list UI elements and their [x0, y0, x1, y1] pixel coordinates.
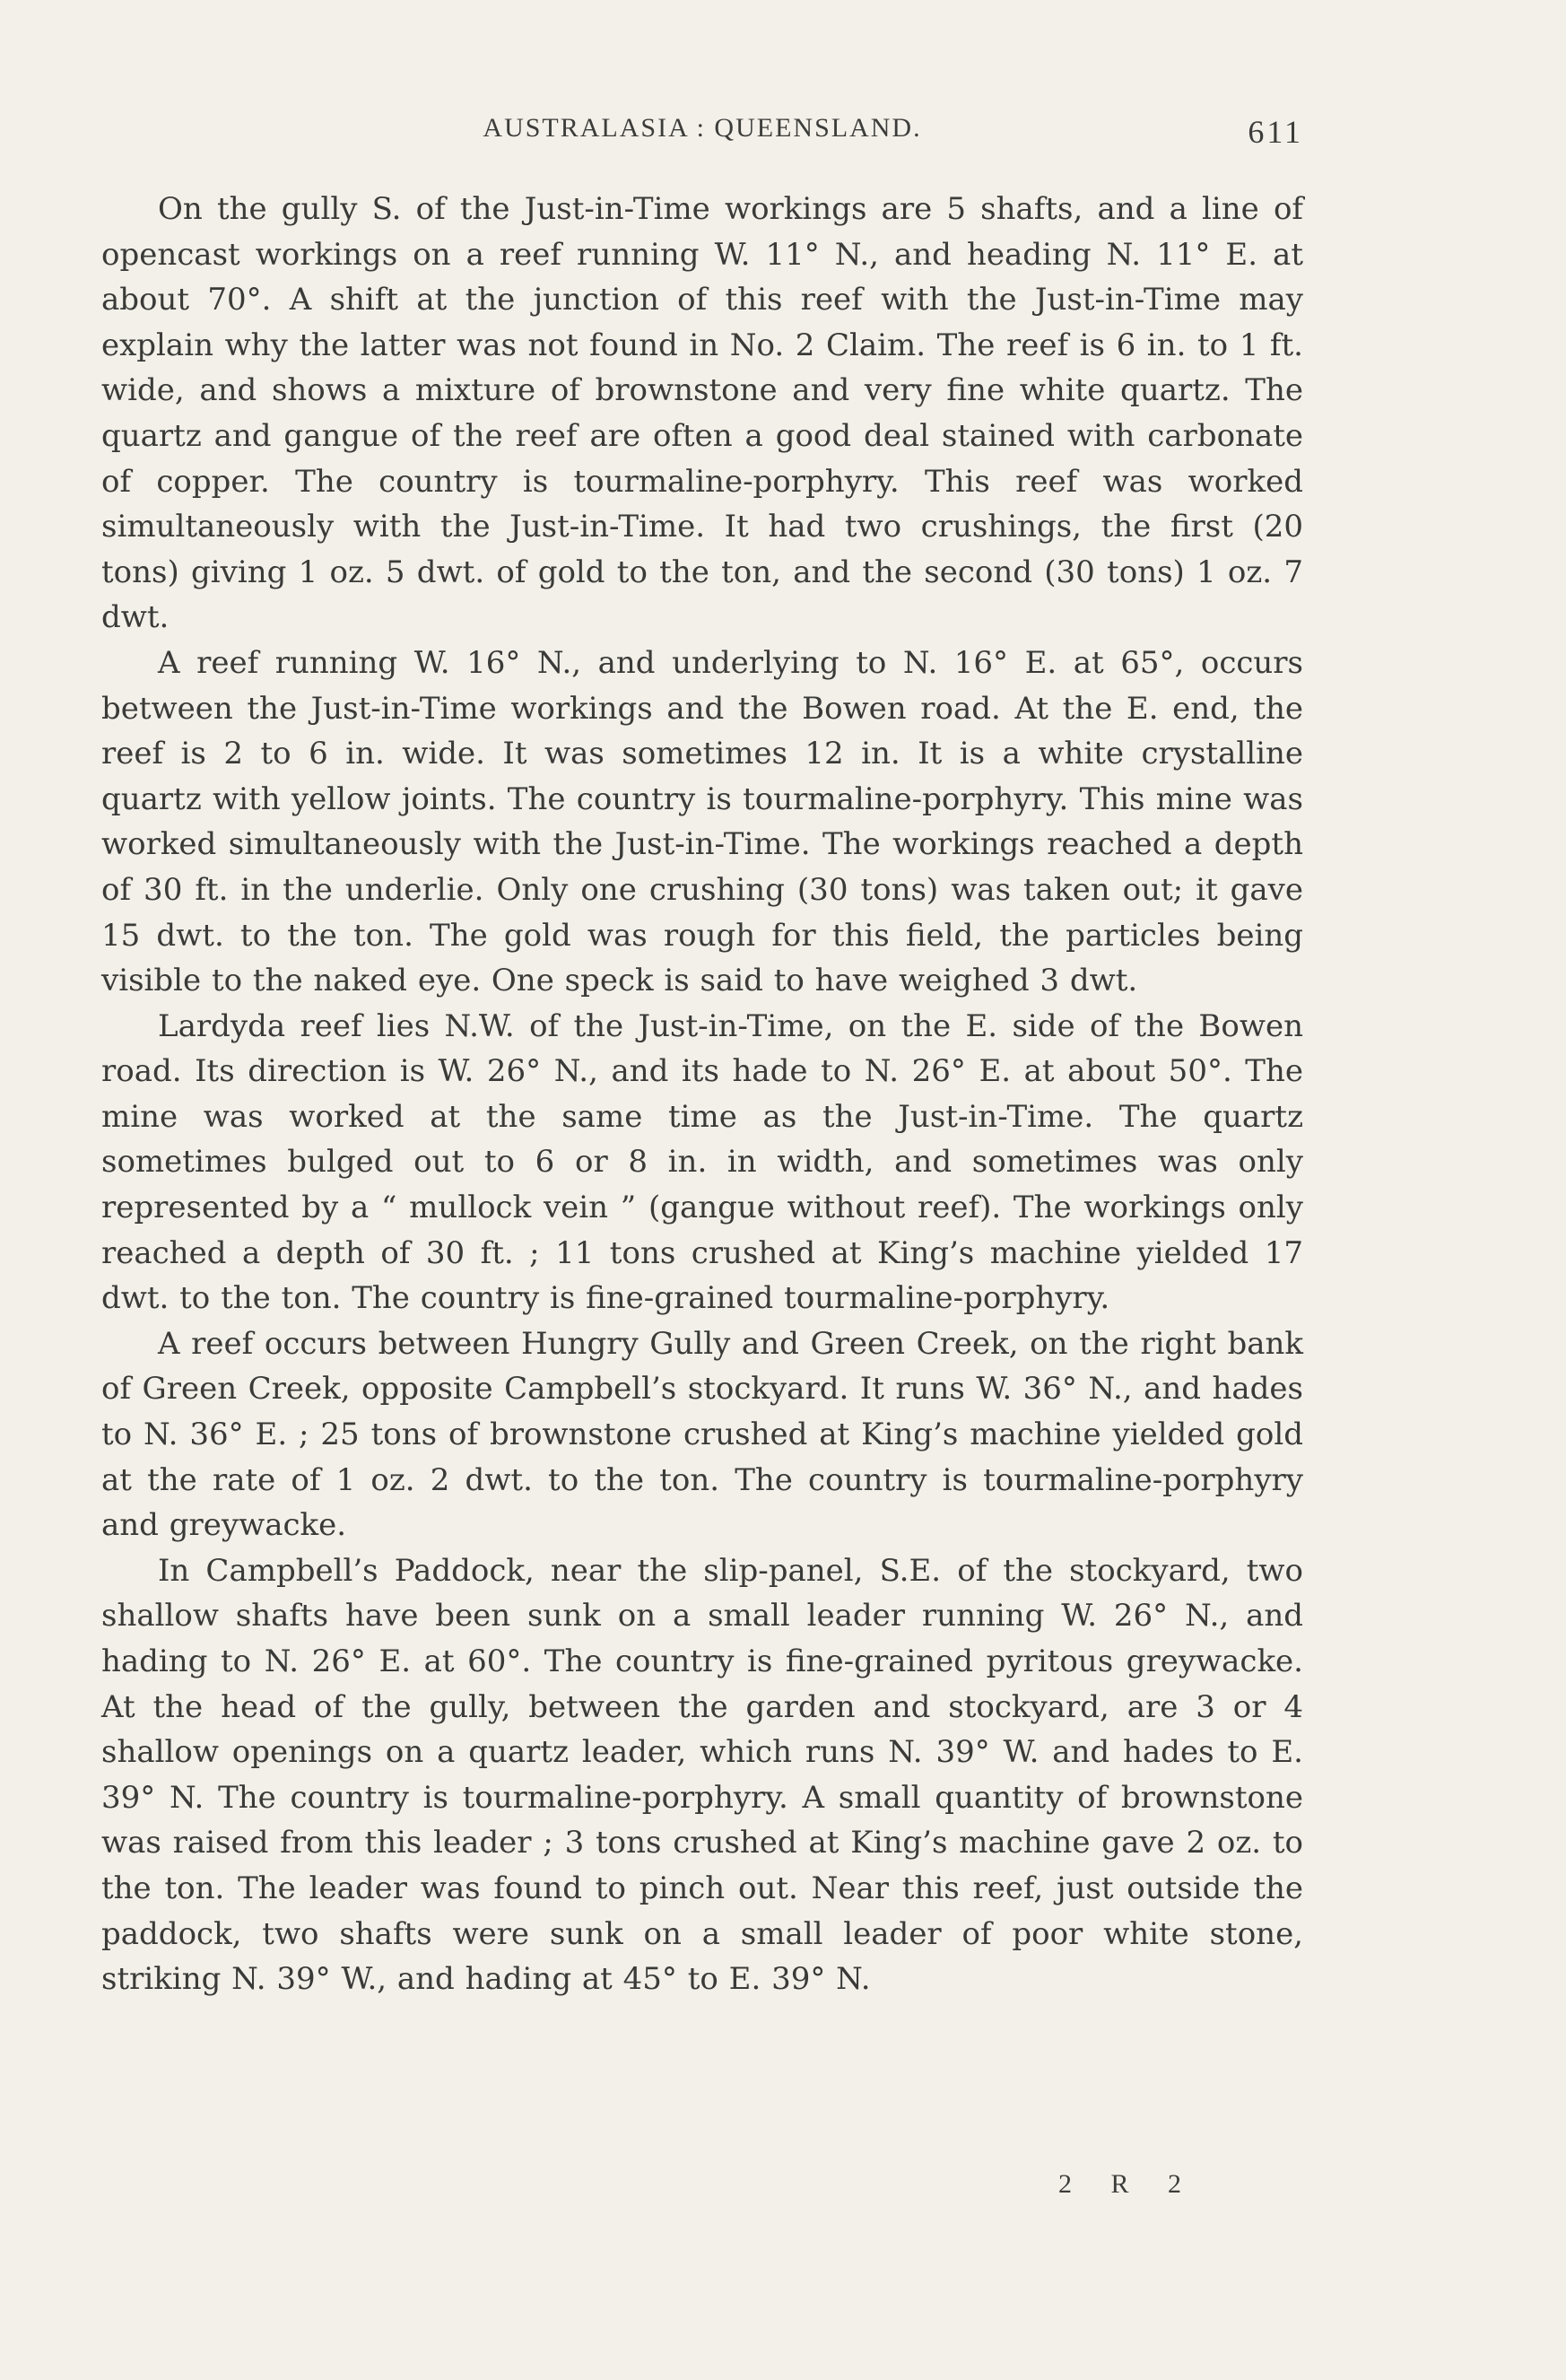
paragraph-lardyda-reef: Lardyda reef lies N.W. of the Just-in-Time, on the E. side of the Bowen road. Its direction is W. 26° N., and its hade to N. 26° E. at about 50°. The mine was worked at the same time as the Just-in-Time. The quartz sometimes bulged out to 6 or 8 in. in width, and sometimes was only represented by a “ mullock vein ” (gangue without reef). The workings only reached a depth of 30 ft. ; 11 tons crushed at King’s machine yielded 17 dwt. to the ton. The country is fine-grained tourmaline-porphyry. [101, 1007, 1303, 1317]
body-text [101, 187, 1303, 2002]
page-number: 611 [1248, 114, 1303, 150]
paragraph-campbells-paddock: In Campbell’s Paddock, near the slip-panel, S.E. of the stockyard, two shallow shafts have been sunk on a small leader running W. 26° N., and hading to N. 26° E. at 60°. The country is fine-grained pyritous greywacke. At the head of the gully, between the garden and stockyard, are 3 or 4 shallow openings on a quartz leader, which runs N. 39° W. and hades to E. 39° N. The country is tourmaline-porphyry. A small quantity of brownstone was raised from this leader ; 3 tons crushed at King’s machine gave 2 oz. to the ton. The leader was found to pinch out. Near this reef, just outside the paddock, two shafts were sunk on a small leader of poor white stone, striking N. 39° W., and hading at 45° to E. 39° N. [101, 1552, 1303, 1998]
signature-mark: 2 R 2 [1058, 2169, 1198, 2199]
paragraph-bowen-road-reef: A reef running W. 16° N., and underlying to N. 16° E. at 65°, occurs between the Just-in-Time workings and the Bowen road. At the E. end, the reef is 2 to 6 in. wide. It was sometimes 12 in. It is a white crystalline quartz with yellow joints. The country is tourmaline-porphyry. This mine was worked simultaneously with the Just-in-Time. The workings reached a depth of 30 ft. in the underlie. Only one crushing (30 tons) was taken out; it gave 15 dwt. to the ton. The gold was rough for this field, the particles being visible to the naked eye. One speck is said to have weighed 3 dwt. [101, 644, 1303, 999]
paragraph-green-creek-reef: A reef occurs between Hungry Gully and Green Creek, on the right bank of Green Creek, opposite Campbell’s stockyard. It runs W. 36° N., and hades to N. 36° E. ; 25 tons of brownstone crushed at King’s machine yielded gold at the rate of 1 oz. 2 dwt. to the ton. The country is tourmaline-porphyry and greywacke. [101, 1325, 1303, 1544]
running-head [101, 113, 1303, 158]
running-title: AUSTRALASIA : QUEENSLAND. [483, 113, 922, 143]
paragraph-just-in-time-gully: On the gully S. of the Just-in-Time workings are 5 shafts, and a line of opencast workings on a reef running W. 11° N., and heading N. 11° E. at about 70°. A shift at the junction of this reef with the Just-in-Time may explain why the latter was not found in No. 2 Claim. The reef is 6 in. to 1 ft. wide, and shows a mixture of brownstone and very fine white quartz. The quartz and gangue of the reef are often a good deal stained with carbonate of copper. The country is tourmaline-porphyry. This reef was worked simultaneously with the Just-in-Time. It had two crushings, the first (20 tons) giving 1 oz. 5 dwt. of gold to the ton, and the second (30 tons) 1 oz. 7 dwt. [101, 191, 1303, 636]
